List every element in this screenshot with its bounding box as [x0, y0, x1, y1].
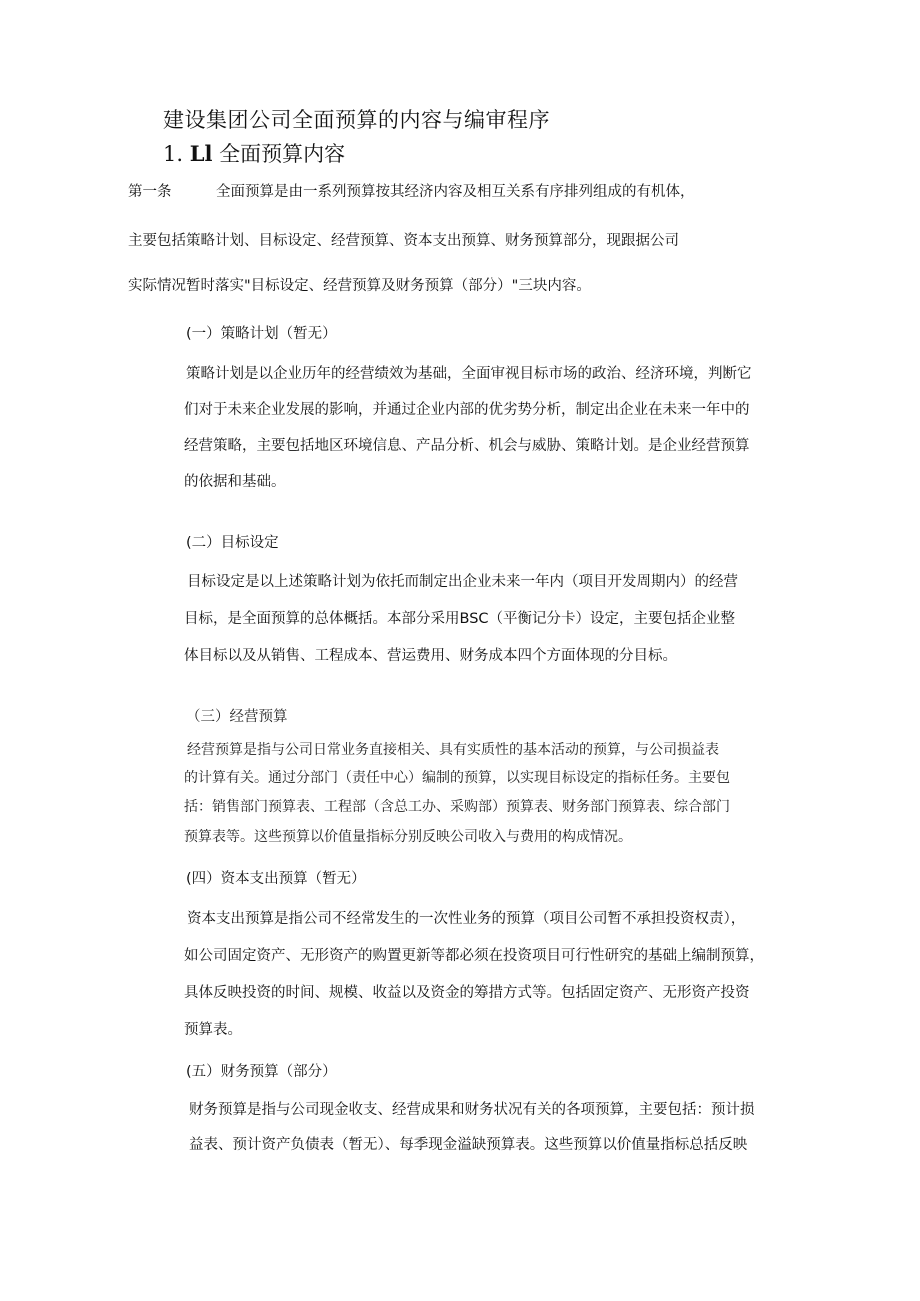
section-heading-targets: (二）目标设定 [186, 535, 279, 551]
paragraph-line: 预算表等。这些预算以价值量指标分别反映公司收入与费用的构成情况。 [184, 829, 632, 845]
paragraph-line: 资本支出预算是指公司不经常发生的一次性业务的预算（项目公司暂不承担投资权责）， [187, 911, 746, 927]
paragraph-line: 括：销售部门预算表、工程部（含总工办、采购部）预算表、财务部门预算表、综合部门 [184, 799, 730, 815]
article-line-2: 主要包括策略计划、目标设定、经营预算、资本支出预算、财务预算部分，现跟据公司 [128, 233, 679, 249]
paragraph-line: 目标设定是以上述策略计划为依托而制定出企业未来一年内（项目开发周期内）的经营 [187, 574, 738, 590]
paragraph-line: 益表、预计资产负债表（暂无）、每季现金溢缺预算表。这些预算以价值量指标总括反映 [189, 1137, 748, 1153]
paragraph-line: 经营策略，主要包括地区环境信息、产品分析、机会与威胁、策略计划。是企业经营预算 [184, 438, 750, 454]
paragraph-line: 的依据和基础。 [184, 474, 286, 490]
article-line-1: 全面预算是由一系列预算按其经济内容及相互关系有序排列组成的有机体， [216, 184, 695, 200]
paragraph-line: 体目标以及从销售、工程成本、营运费用、财务成本四个方面体现的分目标。 [184, 648, 677, 664]
paragraph-line: 目标，是全面预算的总体概括。本部分采用BSC（平衡记分卡）设定，主要包括企业整 [184, 611, 736, 627]
section-heading-operating: （三）经营预算 [186, 709, 288, 725]
paragraph-line: 策略计划是以企业历年的经营绩效为基础，全面审视目标市场的政治、经济环境，判断它 [186, 366, 752, 382]
section-subtitle [163, 138, 345, 168]
subtitle-code: Ll [189, 141, 213, 166]
paragraph-line: 的计算有关。通过分部门（责任中心）编制的预算，以实现目标设定的指标任务。主要包 [184, 770, 730, 786]
paragraph-line: 预算表。 [184, 1022, 242, 1038]
subtitle-text: 全面预算内容 [219, 142, 346, 166]
section-heading-finance: (五）财务预算（部分） [186, 1064, 337, 1080]
document-title: 建设集团公司全面预算的内容与编审程序 [163, 108, 550, 132]
article-label: 第一条 [128, 184, 172, 200]
subtitle-number: 1. [163, 142, 184, 166]
paragraph-line: 经营预算是指与公司日常业务直接相关、具有实质性的基本活动的预算，与公司损益表 [187, 742, 719, 758]
article-line-3: 实际情况暂时落实"目标设定、经营预算及财务预算（部分）"三块内容。 [128, 278, 591, 294]
paragraph-line: 财务预算是指与公司现金收支、经营成果和财务状况有关的各项预算，主要包括：预计损 [189, 1102, 755, 1118]
section-heading-strategy: (一）策略计划（暂无） [186, 326, 337, 342]
paragraph-line: 具体反映投资的时间、规模、收益以及资金的筹措方式等。包括固定资产、无形资产投资 [184, 985, 750, 1001]
section-heading-capex: (四）资本支出预算（暂无） [186, 871, 366, 887]
paragraph-line: 们对于未来企业发展的影响，并通过企业内部的优劣势分析，制定出企业在未来一年中的 [184, 402, 750, 418]
paragraph-line: 如公司固定资产、无形资产的购置更新等都必须在投资项目可行性研究的基础上编制预算， [184, 948, 764, 964]
